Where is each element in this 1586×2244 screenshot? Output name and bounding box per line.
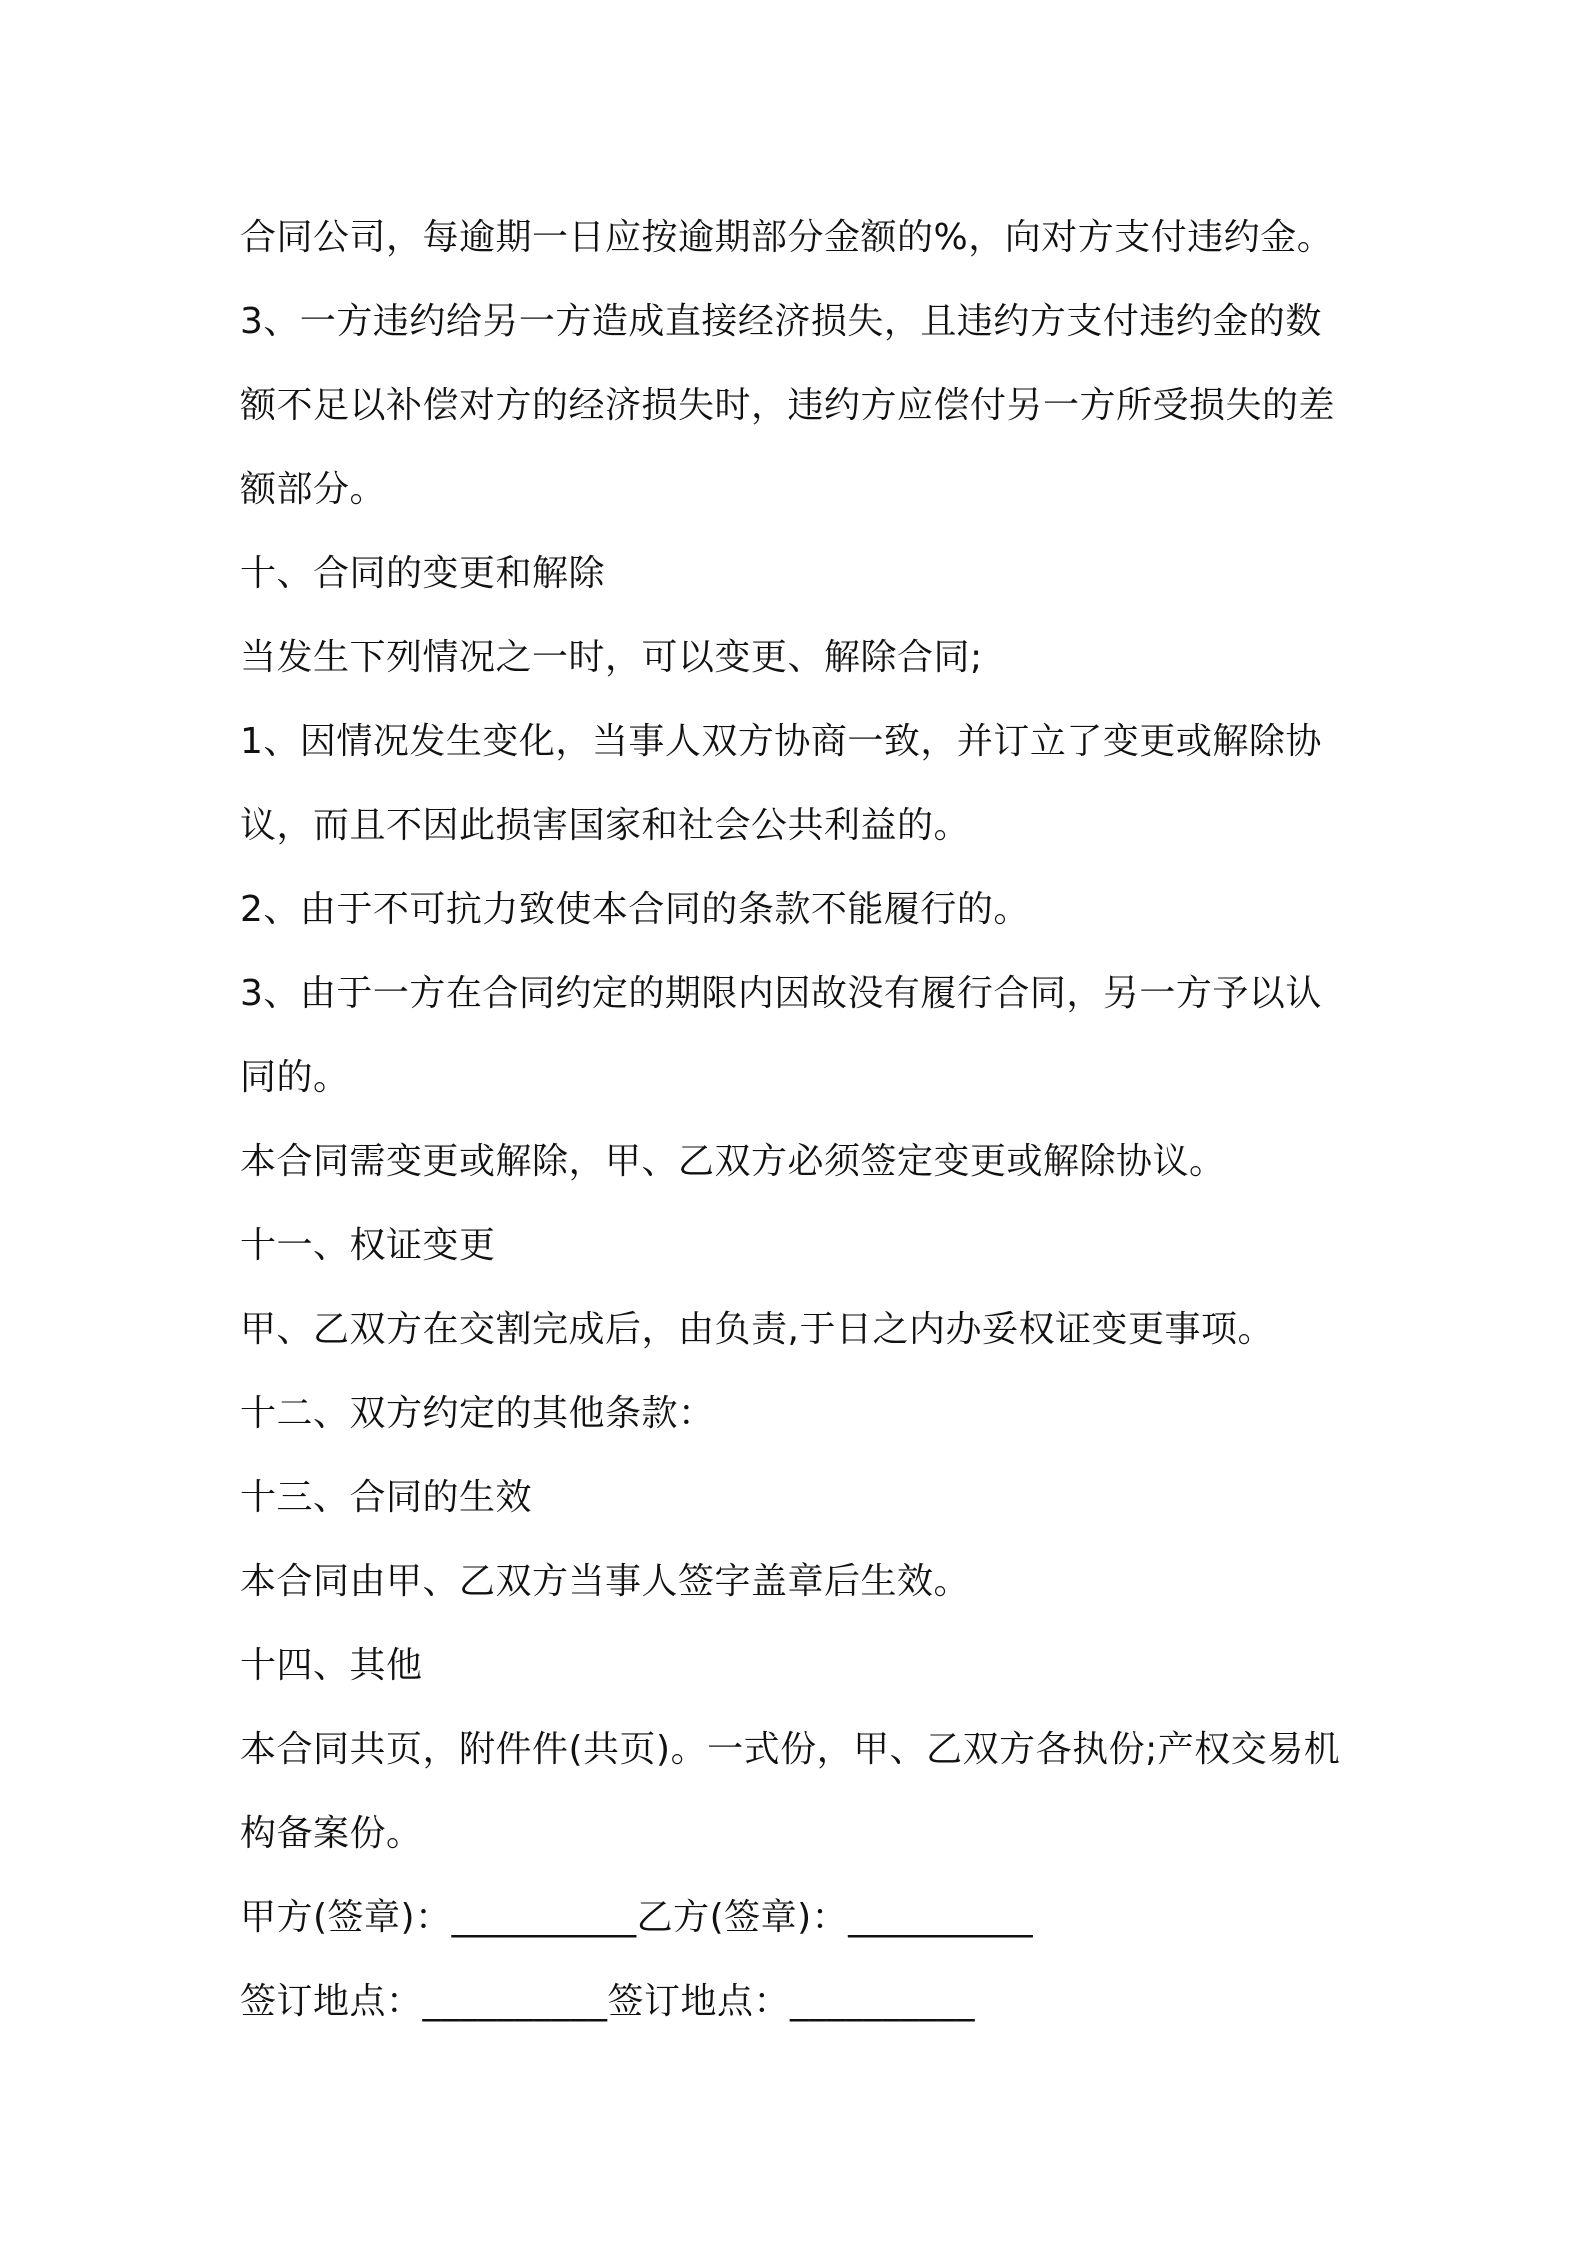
paragraph-line: 合同公司，每逾期一日应按逾期部分金额的%，向对方支付违约金。 — [240, 217, 1334, 258]
paragraph-line: 甲、乙双方在交割完成后，由负责,于日之内办妥权证变更事项。 — [240, 1309, 1274, 1350]
paragraph-line: 1、因情况发生变化，当事人双方协商一致，并订立了变更或解除协 — [240, 721, 1322, 762]
section-heading: 十四、其他 — [240, 1645, 423, 1686]
paragraph-line: 当发生下列情况之一时，可以变更、解除合同; — [240, 637, 983, 678]
signature-line-party: 甲方(签章)：__________乙方(签章)：__________ — [240, 1897, 1034, 1938]
section-heading: 十一、权证变更 — [240, 1225, 496, 1266]
paragraph-line: 同的。 — [240, 1057, 350, 1098]
contract-body — [240, 196, 1350, 2044]
signature-line-location: 签订地点：__________签订地点：__________ — [240, 1981, 976, 2022]
paragraph-line: 额部分。 — [240, 469, 387, 510]
paragraph-line: 本合同由甲、乙双方当事人签字盖章后生效。 — [240, 1561, 971, 1602]
section-heading: 十二、双方约定的其他条款： — [240, 1393, 715, 1434]
paragraph-line: 本合同共页，附件件(共页)。一式份，甲、乙双方各执份;产权交易机 — [240, 1729, 1341, 1770]
paragraph-line: 议，而且不因此损害国家和社会公共利益的。 — [240, 805, 971, 846]
paragraph-line: 2、由于不可抗力致使本合同的条款不能履行的。 — [240, 889, 1030, 930]
paragraph-line: 3、由于一方在合同约定的期限内因故没有履行合同，另一方予以认 — [240, 973, 1322, 1014]
section-heading: 十、合同的变更和解除 — [240, 553, 606, 594]
section-heading: 十三、合同的生效 — [240, 1477, 533, 1518]
paragraph-line: 构备案份。 — [240, 1813, 423, 1854]
paragraph-line: 3、一方违约给另一方造成直接经济损失，且违约方支付违约金的数 — [240, 301, 1322, 342]
paragraph-line: 额不足以补偿对方的经济损失时，违约方应偿付另一方所受损失的差 — [240, 385, 1336, 426]
paragraph-line: 本合同需变更或解除，甲、乙双方必须签定变更或解除协议。 — [240, 1141, 1226, 1182]
